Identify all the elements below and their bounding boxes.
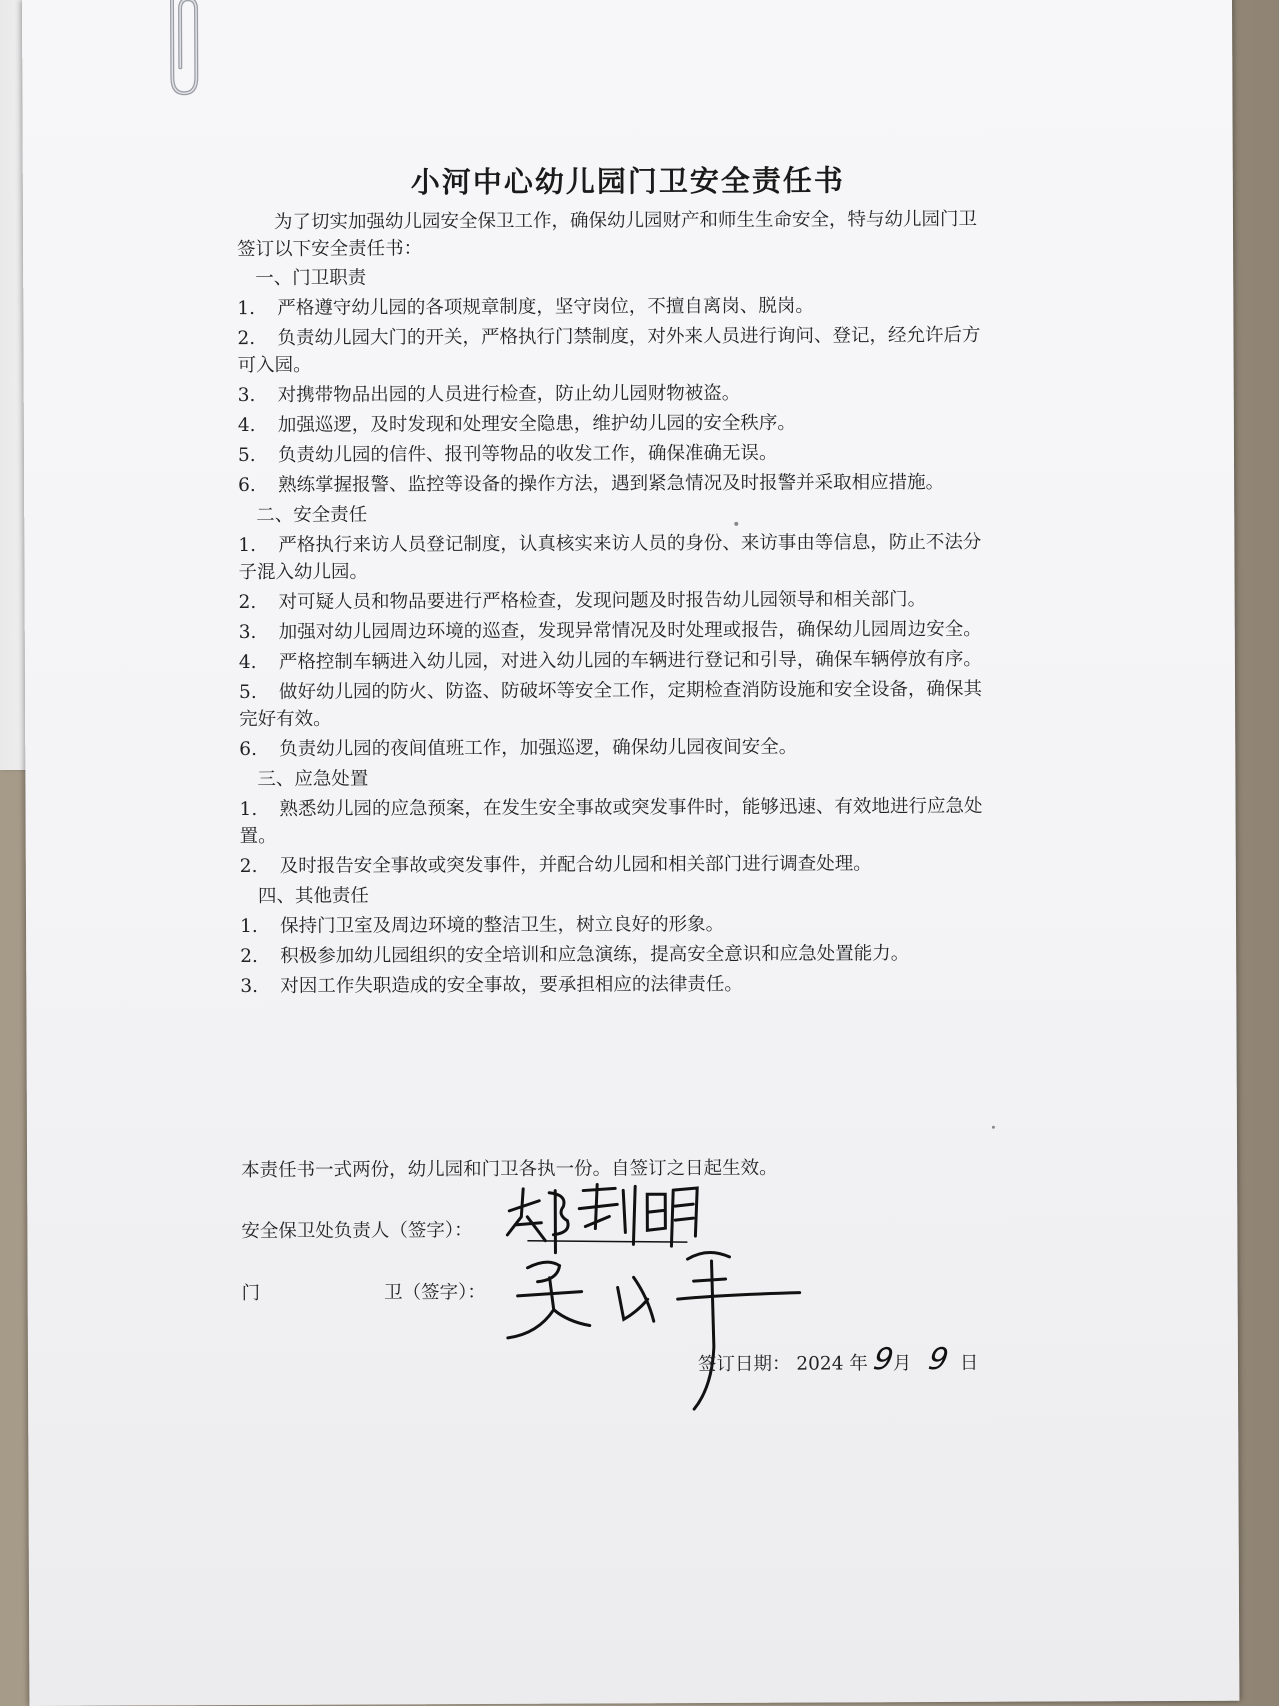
- item-text: 负责幼儿园的夜间值班工作，加强巡逻，确保幼儿园夜间安全。: [279, 736, 798, 760]
- item-text: 对携带物品出园的人员进行检查，防止幼儿园财物被盗。: [277, 382, 741, 406]
- list-item: [240, 970, 992, 1000]
- paperclip-icon: [158, 0, 202, 99]
- guard-label-left: 门: [241, 1282, 261, 1305]
- item-number: 2.: [240, 945, 258, 968]
- list-item: [239, 586, 991, 616]
- intro-paragraph: 为了切实加强幼儿园安全保卫工作，确保幼儿园财产和师生生命安全，特与幼儿园门卫签订以下安全责任书：: [237, 208, 978, 261]
- item-number: 5.: [237, 444, 256, 467]
- list-item: [238, 529, 990, 586]
- list-item: [237, 322, 989, 379]
- item-text: 熟练掌握报警、监控等设备的操作方法，遇到紧急情况及时报警并采取相应措施。: [278, 471, 945, 496]
- closing-statement: 本责任书一式两份，幼儿园和门卫各执一份。自签订之日起生效。: [241, 1157, 778, 1182]
- item-number: 1.: [239, 798, 258, 821]
- paper-speck: [734, 522, 738, 526]
- guard-label-right: 卫（签字）：: [384, 1281, 486, 1304]
- item-number: 6.: [239, 738, 257, 761]
- list-item: [239, 646, 991, 676]
- item-number: 2.: [238, 591, 257, 614]
- security-head-label: 安全保卫处负责人（签字）：: [241, 1220, 473, 1243]
- item-number: 5.: [238, 681, 257, 704]
- list-item: [237, 292, 989, 322]
- item-text: 加强对幼儿园周边环境的巡查，发现异常情况及时处理或报告，确保幼儿园周边安全。: [278, 618, 982, 643]
- sections-container: [237, 262, 992, 1000]
- date-year: 2024: [796, 1353, 844, 1375]
- date-label: 签订日期：: [697, 1353, 791, 1376]
- security-head-signature: [497, 1182, 707, 1263]
- item-number: 4.: [237, 414, 256, 437]
- list-item: [238, 439, 990, 469]
- item-text: 保持门卫室及周边环境的整洁卫生，树立良好的形象。: [279, 913, 725, 937]
- list-item: [240, 910, 992, 940]
- item-number: 2.: [239, 855, 258, 878]
- item-number: 3.: [240, 975, 259, 998]
- item-text: 对可疑人员和物品要进行严格检查，发现问题及时报告幼儿园领导和相关部门。: [278, 589, 927, 613]
- item-number: 4.: [238, 651, 257, 674]
- item-text: 对因工作失职造成的安全事故，要承担相应的法律责任。: [280, 973, 743, 997]
- date-year-unit: 年: [849, 1353, 868, 1375]
- item-number: 2.: [237, 327, 256, 350]
- list-item: [240, 940, 992, 970]
- date-day-unit: 日: [959, 1352, 979, 1374]
- item-text: 加强巡逻，及时发现和处理安全隐患，维护幼儿园的安全秩序。: [277, 412, 796, 436]
- section-heading: 四、其他责任: [257, 885, 369, 907]
- list-item: [238, 469, 990, 499]
- date-month: 9: [870, 1342, 896, 1378]
- security-head-signature-line: [241, 1216, 472, 1243]
- list-item: [238, 379, 990, 409]
- item-number: 1.: [239, 915, 258, 938]
- section-heading: 三、应急处置: [257, 768, 369, 790]
- document-body: [237, 206, 992, 1003]
- item-text: 熟悉幼儿园的应急预案，在发生安全事故或突发事件时，能够迅速、有效地进行应急处置。: [239, 795, 983, 848]
- item-text: 严格控制车辆进入幼儿园，对进入幼儿园的车辆进行登记和引导，确保车辆停放有序。: [278, 648, 982, 673]
- section-heading: 二、安全责任: [256, 504, 368, 526]
- item-text: 严格遵守幼儿园的各项规章制度，坚守岗位，不擅自离岗、脱岗。: [277, 295, 814, 319]
- item-text: 做好幼儿园的防火、防盗、防破坏等安全工作，定期检查消防设施和安全设备，确保其完好有效。: [239, 678, 983, 731]
- document-page: [22, 0, 1239, 1706]
- list-item: [240, 850, 992, 880]
- item-text: 负责幼儿园大门的开关，严格执行门禁制度，对外来人员进行询问、登记，经允许后方可入园。: [237, 324, 981, 377]
- signing-date: [698, 1342, 979, 1378]
- guard-signature-line: [242, 1278, 486, 1305]
- list-item: [239, 733, 991, 763]
- item-number: 3.: [238, 621, 257, 644]
- list-item: [238, 409, 990, 439]
- list-item: [239, 616, 991, 646]
- item-text: 积极参加幼儿园组织的安全培训和应急演练，提高安全意识和应急处置能力。: [280, 943, 910, 967]
- paper-speck: [992, 1126, 995, 1129]
- list-item: [239, 793, 991, 850]
- item-number: 3.: [237, 384, 256, 407]
- item-number: 1.: [237, 297, 256, 320]
- item-number: 1.: [238, 534, 257, 557]
- section-heading: 一、门卫职责: [255, 267, 367, 289]
- guard-signature: [497, 1237, 808, 1418]
- item-number: 6.: [238, 474, 256, 497]
- document-title: 小河中心幼儿园门卫安全责任书: [410, 163, 845, 200]
- date-month-unit: 月: [892, 1353, 912, 1375]
- list-item: [239, 676, 991, 733]
- item-text: 负责幼儿园的信件、报刊等物品的收发工作，确保准确无误。: [277, 442, 778, 466]
- date-day: 9: [925, 1341, 952, 1378]
- item-text: 及时报告安全事故或突发事件，并配合幼儿园和相关部门进行调查处理。: [279, 853, 872, 877]
- item-text: 严格执行来访人员登记制度，认真核实来访人员的身份、来访事由等信息，防止不法分子混入幼儿园。: [238, 531, 982, 584]
